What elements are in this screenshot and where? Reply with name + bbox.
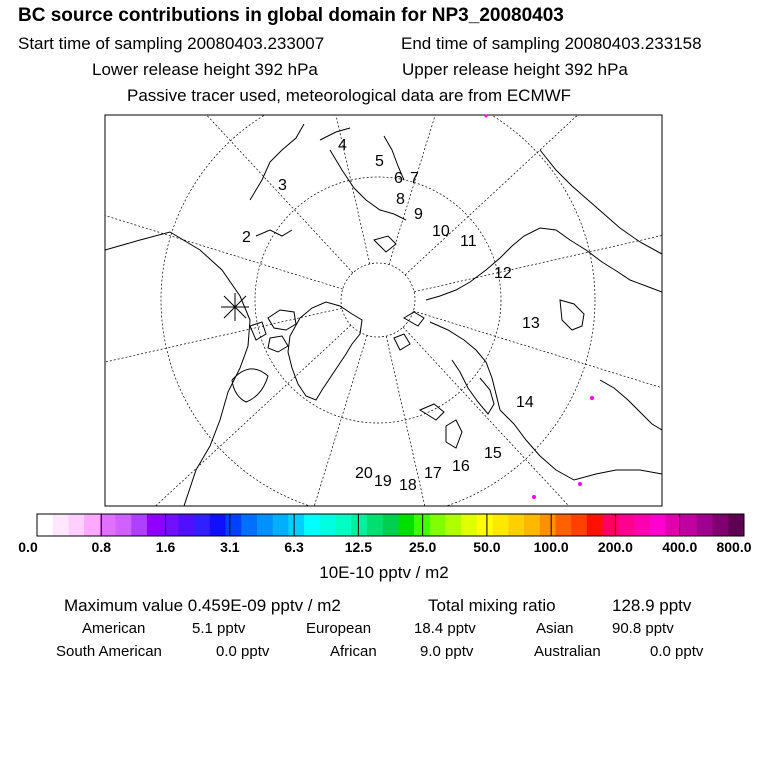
day-label: 12: [494, 265, 512, 282]
colorbar-tick-label: 100.0: [533, 539, 569, 555]
region-name: Asian: [536, 620, 574, 637]
day-label: 7: [410, 170, 419, 187]
day-label: 8: [396, 191, 405, 208]
release-point-icon: [221, 293, 249, 321]
plot-title: BC source contributions in global domain for NP3_20080403: [18, 5, 564, 26]
day-label: 20: [355, 465, 373, 482]
upper-height-text: Upper release height 392 hPa: [402, 60, 628, 79]
start-time-text: Start time of sampling 20080403.233007: [18, 34, 325, 53]
map-frame: [105, 115, 662, 506]
colorbar-tick-label: 12.5: [344, 539, 372, 555]
region-value: 9.0 pptv: [420, 643, 474, 660]
region-name: South American: [56, 643, 162, 660]
total-label: Total mixing ratio: [428, 596, 556, 615]
max-value-text: Maximum value 0.459E-09 pptv / m2: [64, 596, 341, 615]
region-value: 90.8 pptv: [612, 620, 674, 637]
colorbar-tick-label: 6.3: [284, 539, 304, 555]
region-name: American: [82, 620, 146, 637]
colorbar-units: 10E-10 pptv / m2: [319, 563, 449, 582]
day-label: 17: [424, 465, 442, 482]
region-name: Australian: [534, 643, 601, 660]
day-label: 14: [516, 394, 534, 411]
colorbar-tick-label: 200.0: [597, 539, 633, 555]
day-label: 18: [399, 477, 417, 494]
region-value: 18.4 pptv: [414, 620, 476, 637]
end-time-text: End time of sampling 20080403.233158: [401, 34, 702, 53]
region-name: African: [330, 643, 377, 660]
day-label: 13: [522, 315, 540, 332]
day-label: 19: [374, 473, 392, 490]
day-label: 5: [375, 153, 384, 170]
day-label: 6: [394, 170, 403, 187]
day-label: 2: [242, 229, 251, 246]
region-name: European: [306, 620, 372, 637]
day-label: 10: [432, 223, 450, 240]
region-value: 5.1 pptv: [192, 620, 246, 637]
colorbar-tick-label: 25.0: [409, 539, 437, 555]
day-label: 9: [414, 206, 423, 223]
day-label: 11: [460, 233, 477, 250]
colorbar-tick-label: 0.0: [18, 539, 38, 555]
day-label: 4: [338, 137, 347, 154]
day-label: 15: [484, 445, 502, 462]
region-value: 0.0 pptv: [216, 643, 270, 660]
colorbar-tick-label: 800.0: [716, 539, 752, 555]
tracer-note-text: Passive tracer used, meteorological data are from ECMWF: [127, 86, 572, 105]
region-value: 0.0 pptv: [650, 643, 704, 660]
colorbar-tick-label: 0.8: [91, 539, 111, 555]
day-label: 16: [452, 458, 470, 475]
colorbar-tick-label: 50.0: [473, 539, 501, 555]
day-label: 3: [278, 177, 287, 194]
colorbar-tick-label: 400.0: [662, 539, 698, 555]
lower-height-text: Lower release height 392 hPa: [92, 60, 318, 79]
colorbar-tick-label: 3.1: [220, 539, 240, 555]
total-value: 128.9 pptv: [612, 596, 692, 615]
colorbar-tick-label: 1.6: [155, 539, 176, 555]
